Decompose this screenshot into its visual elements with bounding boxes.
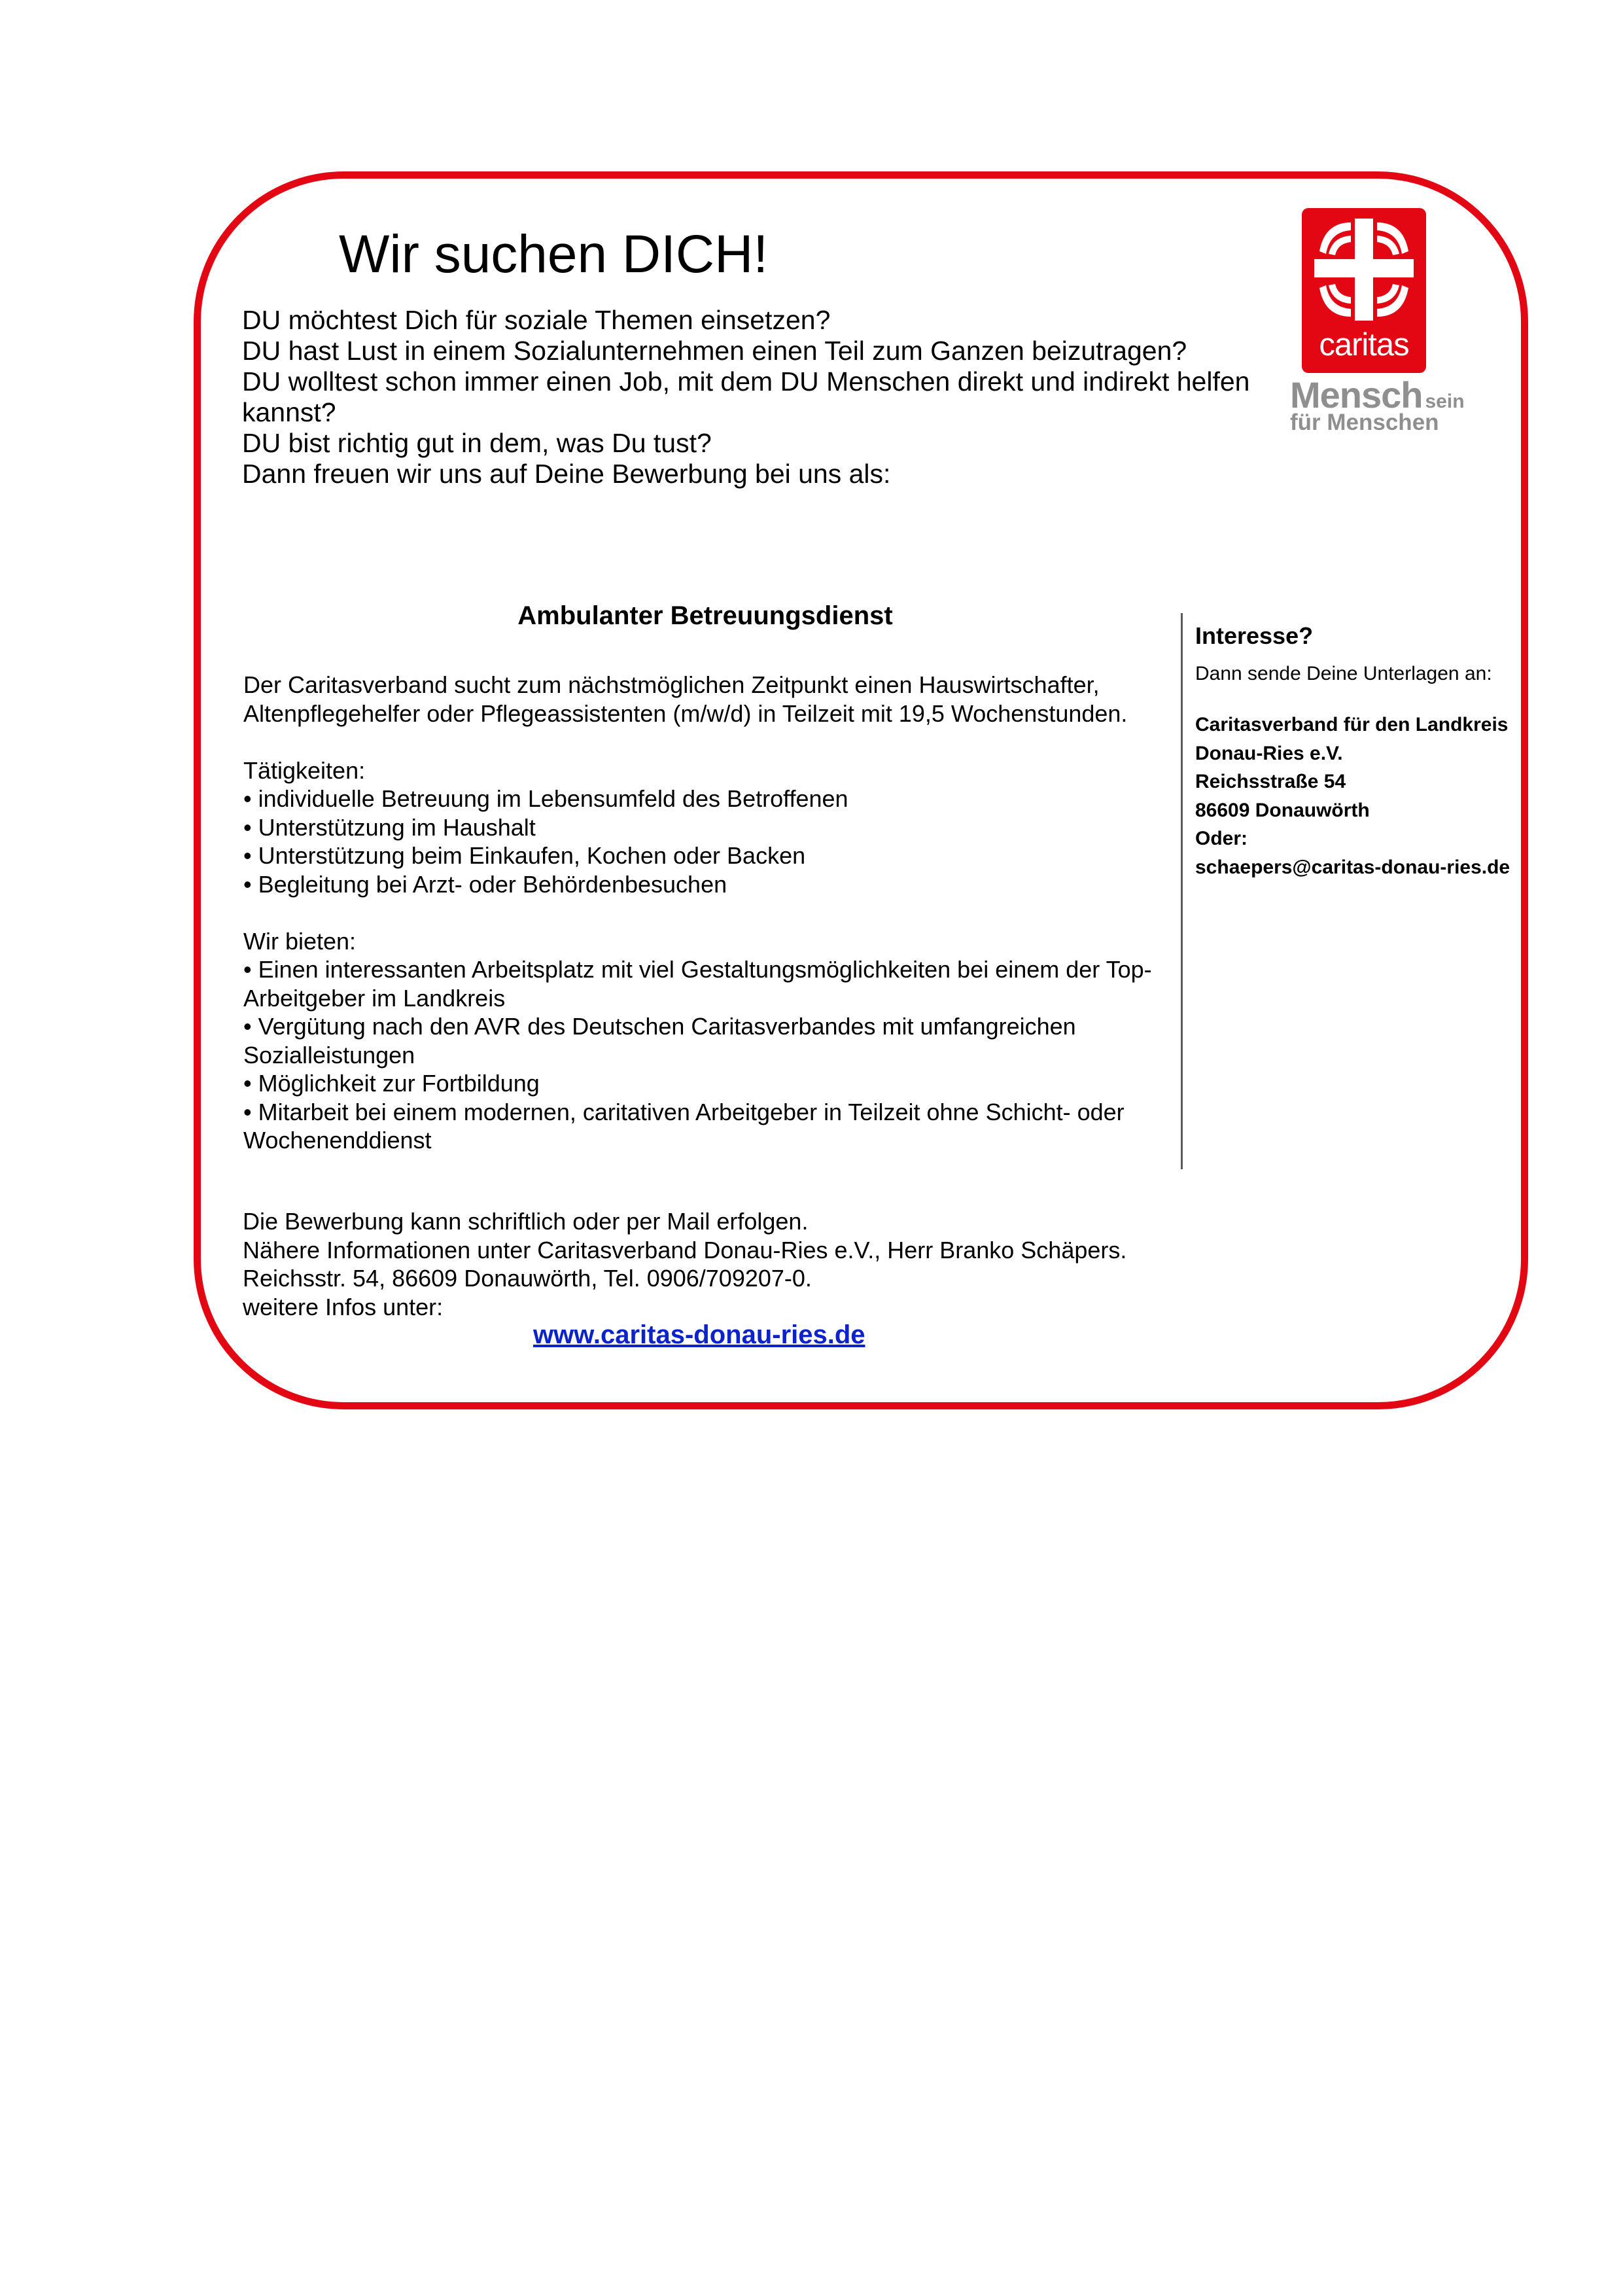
job-title: Ambulanter Betreuungsdienst (517, 601, 893, 630)
task-item: • individuelle Betreuung im Lebensumfeld des Betroffenen (243, 785, 848, 812)
intro-line: DU bist richtig gut in dem, was Du tust? (242, 428, 712, 458)
address-line: Reichsstraße 54 (1195, 771, 1346, 792)
address-line: 86609 Donauwörth (1195, 799, 1370, 821)
caritas-logo (1290, 208, 1473, 435)
intro-line: DU möchtest Dich für soziale Themen einsetzen? (242, 305, 831, 335)
footer-line: Reichsstr. 54, 86609 Donauwörth, Tel. 0906/709207-0. (243, 1265, 812, 1292)
tasks-heading: Tätigkeiten: (243, 756, 366, 784)
task-item: • Unterstützung beim Einkaufen, Kochen oder Backen (243, 842, 806, 869)
slogan-line2: für Menschen (1290, 410, 1439, 435)
address-line: Donau-Ries e.V. (1195, 742, 1343, 764)
caritas-slogan (1290, 374, 1465, 435)
job-body (243, 671, 1179, 1155)
address-line: Caritasverband für den Landkreis (1195, 714, 1509, 735)
caritas-cross-icon (1313, 217, 1415, 322)
contact-email[interactable]: schaepers@caritas-donau-ries.de (1195, 856, 1510, 878)
footer-line: Die Bewerbung kann schriftlich oder per Mail erfolgen. (243, 1208, 809, 1235)
caritas-logo-box (1302, 208, 1426, 373)
footer-line: Nähere Informationen unter Caritasverband Donau-Ries e.V., Herr Branko Schäpers. (243, 1236, 1127, 1263)
task-item: • Unterstützung im Haushalt (243, 813, 536, 841)
offer-item: • Vergütung nach den AVR des Deutschen Caritasverbandes mit umfangreichen Sozialleistungen (243, 1013, 1076, 1069)
offer-item: • Mitarbeit bei einem modernen, caritativen Arbeitgeber in Teilzeit ohne Schicht- oder Wochenenddienst (243, 1098, 1125, 1154)
page-headline: Wir suchen DICH! (339, 224, 769, 284)
intro-line: DU wolltest schon immer einen Job, mit dem DU Menschen direkt und indirekt helfen kannst? (242, 366, 1250, 427)
slogan-sup: sein (1425, 391, 1465, 412)
offer-item: • Möglichkeit zur Fortbildung (243, 1070, 540, 1097)
slogan-main: Mensch (1290, 374, 1423, 415)
intro-paragraph (242, 305, 1276, 489)
task-item: • Begleitung bei Arzt- oder Behördenbesuchen (243, 870, 727, 898)
caritas-wordmark: caritas (1319, 327, 1409, 362)
column-divider (1181, 613, 1183, 1169)
contact-intro: Dann sende Deine Unterlagen an: (1195, 663, 1492, 684)
intro-line: Dann freuen wir uns auf Deine Bewerbung bei uns als: (242, 459, 891, 489)
address-line: Oder: (1195, 828, 1248, 849)
contact-address (1195, 711, 1542, 881)
intro-line: DU hast Lust in einem Sozialunternehmen einen Teil zum Ganzen beizutragen? (242, 336, 1187, 366)
offer-item: • Einen interessanten Arbeitsplatz mit viel Gestaltungsmöglichkeiten bei einem der Top-Arbeitgeber im Landkreis (243, 956, 1152, 1012)
offer-heading: Wir bieten: (243, 927, 357, 955)
contact-sidebar (1195, 622, 1542, 881)
website-link[interactable]: www.caritas-donau-ries.de (533, 1320, 865, 1349)
contact-heading: Interesse? (1195, 622, 1314, 649)
footer-info (243, 1207, 1224, 1321)
job-description: Der Caritasverband sucht zum nächstmöglichen Zeitpunkt einen Hauswirtschafter, Altenpflegehelfer oder Pflegeassistenten (m/w/d) in Teilzeit mit 19,5 Wochenstunden. (243, 671, 1128, 727)
footer-line: weitere Infos unter: (243, 1293, 444, 1320)
